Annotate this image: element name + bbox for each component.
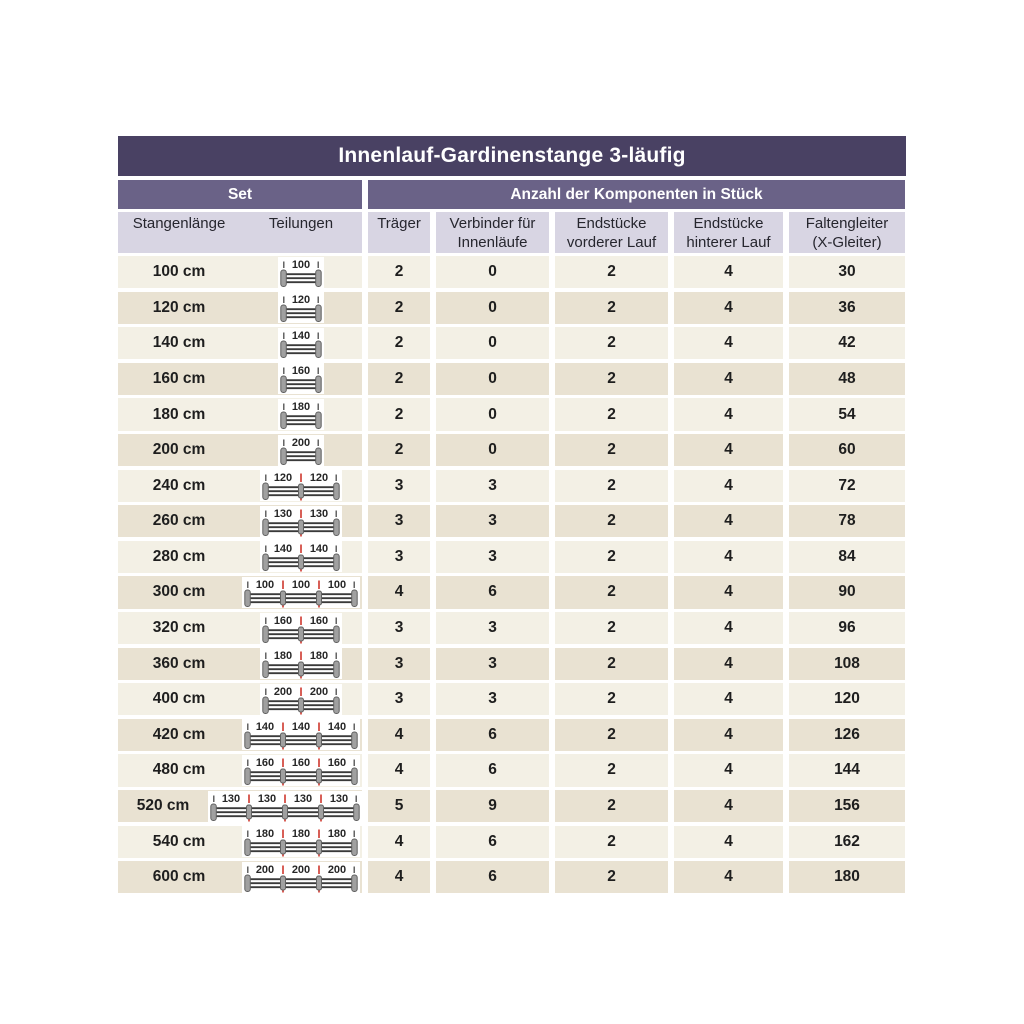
svg-text:100: 100 [327, 578, 347, 591]
cell-faltengleiter: 156 [789, 790, 905, 822]
rod-diagram [240, 755, 362, 786]
cell-traeger: 4 [368, 826, 430, 858]
cell-endstuecke-hinterer: 4 [674, 256, 783, 288]
set-cell [118, 576, 362, 608]
cell-endstuecke-vorderer: 2 [555, 470, 668, 502]
cell-faltengleiter: 78 [789, 505, 905, 537]
cell-traeger: 3 [368, 612, 430, 644]
cell-verbinder: 3 [436, 612, 549, 644]
row-length: 160 cm [152, 369, 206, 387]
table-row [118, 434, 906, 466]
rod-diagram [240, 292, 362, 323]
rod-diagram [240, 257, 362, 288]
cell-endstuecke-hinterer: 4 [674, 434, 783, 466]
table-row [118, 363, 906, 395]
cell-verbinder: 0 [436, 292, 549, 324]
rod-pictogram [278, 435, 324, 466]
table-row [118, 398, 906, 430]
cell-endstuecke-vorderer: 2 [555, 434, 668, 466]
cell-traeger: 3 [368, 683, 430, 715]
svg-text:180: 180 [255, 828, 275, 841]
cell-verbinder: 3 [436, 470, 549, 502]
rod-diagram [240, 577, 362, 608]
svg-text:160: 160 [291, 365, 311, 378]
cell-faltengleiter: 144 [789, 754, 905, 786]
rod-diagram [240, 613, 362, 644]
rod-diagram [240, 363, 362, 394]
rod-diagram [240, 435, 362, 466]
rod-pictogram [260, 684, 342, 715]
svg-text:120: 120 [273, 472, 293, 485]
rod-pictogram [278, 363, 324, 394]
cell-faltengleiter: 126 [789, 719, 905, 751]
column-header-row [118, 212, 906, 253]
table-row [118, 541, 906, 573]
cell-endstuecke-hinterer: 4 [674, 754, 783, 786]
group-header-komponenten: Anzahl der Komponenten in Stück [368, 180, 905, 209]
svg-text:160: 160 [291, 756, 311, 769]
row-length: 280 cm [152, 547, 206, 565]
svg-text:130: 130 [293, 792, 313, 805]
rod-pictogram [278, 292, 324, 323]
rod-pictogram [242, 826, 360, 857]
row-length: 260 cm [152, 512, 206, 530]
rod-diagram [240, 328, 362, 359]
rod-pictogram [278, 399, 324, 430]
set-cell [118, 541, 362, 573]
cell-endstuecke-vorderer: 2 [555, 327, 668, 359]
cell-verbinder: 3 [436, 541, 549, 573]
rod-pictogram [260, 541, 342, 572]
rod-diagram [240, 648, 362, 679]
svg-text:160: 160 [327, 756, 347, 769]
svg-text:200: 200 [291, 436, 311, 449]
cell-verbinder: 6 [436, 861, 549, 893]
cell-verbinder: 0 [436, 434, 549, 466]
cell-faltengleiter: 54 [789, 398, 905, 430]
rod-pictogram [208, 791, 362, 822]
row-length: 520 cm [136, 797, 190, 815]
cell-faltengleiter: 90 [789, 576, 905, 608]
rod-pictogram [242, 719, 360, 750]
table-row [118, 470, 906, 502]
set-cell [118, 470, 362, 502]
set-cell [118, 790, 362, 822]
cell-faltengleiter: 120 [789, 683, 905, 715]
rod-pictogram [242, 862, 360, 893]
cell-endstuecke-hinterer: 4 [674, 790, 783, 822]
svg-text:140: 140 [291, 329, 311, 342]
row-length: 180 cm [152, 405, 206, 423]
rod-diagram [240, 862, 362, 893]
set-cell [118, 398, 362, 430]
cell-endstuecke-hinterer: 4 [674, 470, 783, 502]
svg-text:200: 200 [255, 863, 275, 876]
cell-endstuecke-hinterer: 4 [674, 719, 783, 751]
cell-faltengleiter: 162 [789, 826, 905, 858]
svg-text:140: 140 [309, 543, 329, 556]
cell-traeger: 2 [368, 434, 430, 466]
cell-endstuecke-vorderer: 2 [555, 719, 668, 751]
cell-verbinder: 0 [436, 363, 549, 395]
cell-endstuecke-vorderer: 2 [555, 683, 668, 715]
table-row [118, 256, 906, 288]
cell-endstuecke-vorderer: 2 [555, 826, 668, 858]
cell-faltengleiter: 180 [789, 861, 905, 893]
cell-endstuecke-vorderer: 2 [555, 612, 668, 644]
svg-text:160: 160 [309, 614, 329, 627]
cell-faltengleiter: 72 [789, 470, 905, 502]
cell-traeger: 3 [368, 505, 430, 537]
table-row [118, 612, 906, 644]
cell-verbinder: 0 [436, 256, 549, 288]
cell-verbinder: 6 [436, 576, 549, 608]
cell-traeger: 2 [368, 363, 430, 395]
column-header-endstuecke-vorderer: Endstücke vorderer Lauf [555, 212, 668, 253]
cell-traeger: 2 [368, 398, 430, 430]
svg-text:180: 180 [291, 401, 311, 414]
cell-endstuecke-hinterer: 4 [674, 541, 783, 573]
rod-pictogram [242, 755, 360, 786]
set-cell [118, 292, 362, 324]
svg-text:200: 200 [273, 685, 293, 698]
cell-traeger: 4 [368, 576, 430, 608]
table-row [118, 648, 906, 680]
row-length: 120 cm [152, 298, 206, 316]
rod-diagram [240, 826, 362, 857]
cell-endstuecke-hinterer: 4 [674, 327, 783, 359]
row-length: 100 cm [152, 263, 206, 281]
svg-text:100: 100 [255, 578, 275, 591]
rod-diagram [240, 399, 362, 430]
svg-text:120: 120 [291, 294, 311, 307]
svg-text:140: 140 [273, 543, 293, 556]
cell-traeger: 4 [368, 754, 430, 786]
svg-text:200: 200 [327, 863, 347, 876]
svg-text:180: 180 [273, 650, 293, 663]
cell-verbinder: 3 [436, 683, 549, 715]
rod-pictogram [260, 470, 342, 501]
cell-faltengleiter: 108 [789, 648, 905, 680]
row-length: 400 cm [152, 690, 206, 708]
cell-traeger: 4 [368, 861, 430, 893]
cell-faltengleiter: 96 [789, 612, 905, 644]
cell-endstuecke-vorderer: 2 [555, 541, 668, 573]
cell-endstuecke-vorderer: 2 [555, 861, 668, 893]
rod-pictogram [278, 257, 324, 288]
svg-text:100: 100 [291, 258, 311, 271]
cell-endstuecke-hinterer: 4 [674, 505, 783, 537]
cell-verbinder: 6 [436, 754, 549, 786]
cell-traeger: 3 [368, 648, 430, 680]
svg-text:130: 130 [329, 792, 349, 805]
set-cell [118, 363, 362, 395]
rod-diagram [240, 470, 362, 501]
svg-text:180: 180 [309, 650, 329, 663]
cell-endstuecke-vorderer: 2 [555, 505, 668, 537]
cell-verbinder: 6 [436, 719, 549, 751]
column-header-verbinder: Verbinder für Innenläufe [436, 212, 549, 253]
set-cell [118, 256, 362, 288]
cell-endstuecke-vorderer: 2 [555, 292, 668, 324]
table-row [118, 826, 906, 858]
rod-pictogram [260, 613, 342, 644]
column-header-teilungen: Teilungen [240, 212, 362, 253]
row-length: 420 cm [152, 725, 206, 743]
group-header-set: Set [118, 180, 362, 209]
row-length: 480 cm [152, 761, 206, 779]
svg-text:160: 160 [273, 614, 293, 627]
svg-text:180: 180 [291, 828, 311, 841]
table-body [118, 256, 906, 893]
rod-diagram [240, 684, 362, 715]
column-header-stangenlaenge: Stangenlänge [118, 212, 240, 253]
cell-traeger: 2 [368, 327, 430, 359]
component-table [118, 136, 906, 897]
cell-verbinder: 6 [436, 826, 549, 858]
row-length: 300 cm [152, 583, 206, 601]
svg-text:200: 200 [309, 685, 329, 698]
cell-endstuecke-hinterer: 4 [674, 612, 783, 644]
row-length: 320 cm [152, 619, 206, 637]
svg-text:180: 180 [327, 828, 347, 841]
cell-faltengleiter: 84 [789, 541, 905, 573]
cell-traeger: 4 [368, 719, 430, 751]
table-row [118, 576, 906, 608]
cell-endstuecke-hinterer: 4 [674, 861, 783, 893]
svg-text:130: 130 [309, 507, 329, 520]
set-cell [118, 612, 362, 644]
rod-diagram [208, 791, 362, 822]
cell-traeger: 3 [368, 470, 430, 502]
cell-faltengleiter: 30 [789, 256, 905, 288]
set-cell [118, 505, 362, 537]
cell-traeger: 2 [368, 292, 430, 324]
cell-traeger: 2 [368, 256, 430, 288]
rod-pictogram [278, 328, 324, 359]
cell-verbinder: 3 [436, 648, 549, 680]
cell-faltengleiter: 42 [789, 327, 905, 359]
svg-text:100: 100 [291, 578, 311, 591]
row-length: 540 cm [152, 832, 206, 850]
cell-verbinder: 9 [436, 790, 549, 822]
row-length: 140 cm [152, 334, 206, 352]
rod-diagram [240, 541, 362, 572]
cell-endstuecke-hinterer: 4 [674, 363, 783, 395]
cell-traeger: 5 [368, 790, 430, 822]
row-length: 200 cm [152, 441, 206, 459]
cell-endstuecke-vorderer: 2 [555, 754, 668, 786]
column-header-endstuecke-hinterer: Endstücke hinterer Lauf [674, 212, 783, 253]
table-row [118, 327, 906, 359]
table-row [118, 754, 906, 786]
cell-verbinder: 3 [436, 505, 549, 537]
table-row [118, 292, 906, 324]
cell-endstuecke-vorderer: 2 [555, 576, 668, 608]
cell-verbinder: 0 [436, 327, 549, 359]
svg-text:160: 160 [255, 756, 275, 769]
set-cell [118, 719, 362, 751]
svg-text:140: 140 [327, 721, 347, 734]
row-length: 360 cm [152, 654, 206, 672]
cell-faltengleiter: 48 [789, 363, 905, 395]
cell-traeger: 3 [368, 541, 430, 573]
svg-text:130: 130 [273, 507, 293, 520]
group-header-row [118, 180, 906, 209]
cell-endstuecke-hinterer: 4 [674, 648, 783, 680]
set-cell [118, 826, 362, 858]
table-row [118, 719, 906, 751]
svg-text:200: 200 [291, 863, 311, 876]
rod-pictogram [242, 577, 360, 608]
cell-endstuecke-hinterer: 4 [674, 576, 783, 608]
set-cell [118, 861, 362, 893]
column-header-traeger: Träger [368, 212, 430, 253]
table-title: Innenlauf-Gardinenstange 3-läufig [118, 136, 906, 176]
cell-endstuecke-hinterer: 4 [674, 683, 783, 715]
rod-pictogram [260, 648, 342, 679]
cell-endstuecke-vorderer: 2 [555, 398, 668, 430]
table-row [118, 505, 906, 537]
cell-endstuecke-hinterer: 4 [674, 826, 783, 858]
cell-endstuecke-vorderer: 2 [555, 363, 668, 395]
cell-faltengleiter: 36 [789, 292, 905, 324]
cell-endstuecke-hinterer: 4 [674, 292, 783, 324]
table-row [118, 683, 906, 715]
set-cell [118, 754, 362, 786]
svg-text:140: 140 [255, 721, 275, 734]
svg-text:130: 130 [221, 792, 241, 805]
cell-faltengleiter: 60 [789, 434, 905, 466]
cell-endstuecke-vorderer: 2 [555, 790, 668, 822]
row-length: 240 cm [152, 476, 206, 494]
cell-endstuecke-vorderer: 2 [555, 648, 668, 680]
svg-text:130: 130 [257, 792, 277, 805]
cell-endstuecke-hinterer: 4 [674, 398, 783, 430]
set-cell [118, 648, 362, 680]
svg-text:120: 120 [309, 472, 329, 485]
rod-diagram [240, 719, 362, 750]
cell-verbinder: 0 [436, 398, 549, 430]
table-row [118, 790, 906, 822]
table-row [118, 861, 906, 893]
column-header-faltengleiter: Faltengleiter (X-Gleiter) [789, 212, 905, 253]
rod-pictogram [260, 506, 342, 537]
svg-text:140: 140 [291, 721, 311, 734]
set-cell [118, 434, 362, 466]
rod-diagram [240, 506, 362, 537]
row-length: 600 cm [152, 868, 206, 886]
set-cell [118, 683, 362, 715]
set-cell [118, 327, 362, 359]
cell-endstuecke-vorderer: 2 [555, 256, 668, 288]
